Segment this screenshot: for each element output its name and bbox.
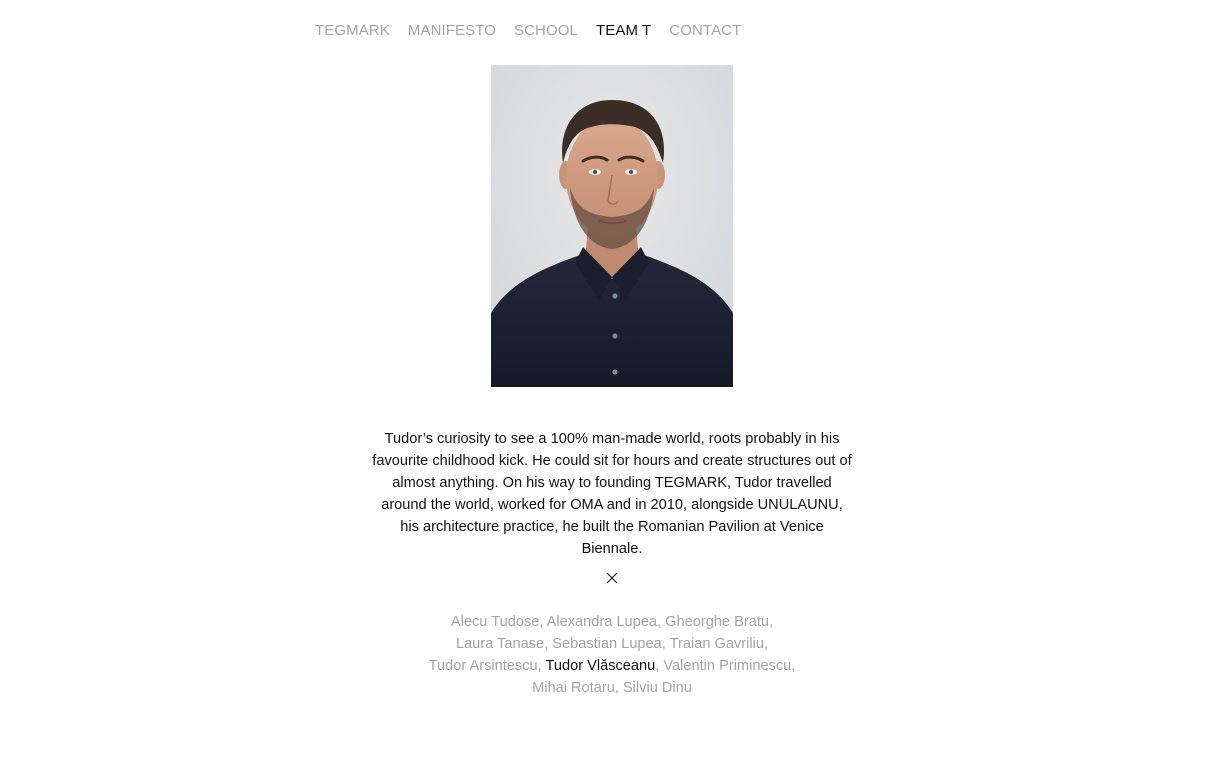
team-member-list: Alecu Tudose, Alexandra Lupea, Gheorghe Bratu, Laura Tanase, Sebastian Lupea, Traian Gavriliu, Tudor Arsintescu, Tudor Vlăsceanu, Valentin Priminescu, Mihai Rotaru, Silviu Dinu xyxy=(428,614,796,696)
close-icon[interactable] xyxy=(603,569,621,587)
nav-tegmark[interactable]: TEGMARK xyxy=(315,22,390,39)
nav-manifesto[interactable]: MANIFESTO xyxy=(407,22,497,39)
main-nav xyxy=(315,22,741,39)
team-member-link[interactable]: Gheorghe Bratu xyxy=(665,614,769,630)
nav-school[interactable]: SCHOOL xyxy=(514,22,578,39)
team-member-link[interactable]: Traian Gavriliu xyxy=(669,636,764,652)
bio-text: Tudor’s curiosity to see a 100% man-made world, roots probably in his favourite childhood kick. He could sit for hours and create structures out of almost anything. On his way to founding TEGMARK, Tudor travelled around the world, worked for OMA and in 2010, alongside UNULAUNU, his architecture practice, he built the Romanian Pavilion at Venice Biennale. xyxy=(372,430,852,557)
portrait-photo xyxy=(491,65,733,387)
team-member-link[interactable]: Tudor Arsintescu xyxy=(428,658,538,674)
nav-contact[interactable]: CONTACT xyxy=(669,22,742,39)
team-member-link-current[interactable]: Tudor Vlăsceanu xyxy=(545,658,656,674)
team-member-link[interactable]: Mihai Rotaru xyxy=(532,680,615,696)
team-member-link[interactable]: Silviu Dinu xyxy=(622,680,692,696)
team-member-link[interactable]: Alecu Tudose xyxy=(450,614,540,630)
team-member-link[interactable]: Laura Tanase xyxy=(455,636,545,652)
team-member-link[interactable]: Sebastian Lupea xyxy=(552,636,662,652)
team-member-link[interactable]: Alexandra Lupea xyxy=(546,614,658,630)
team-member-link[interactable]: Valentin Priminescu xyxy=(663,658,792,674)
nav-team[interactable]: TEAM T xyxy=(595,22,652,39)
